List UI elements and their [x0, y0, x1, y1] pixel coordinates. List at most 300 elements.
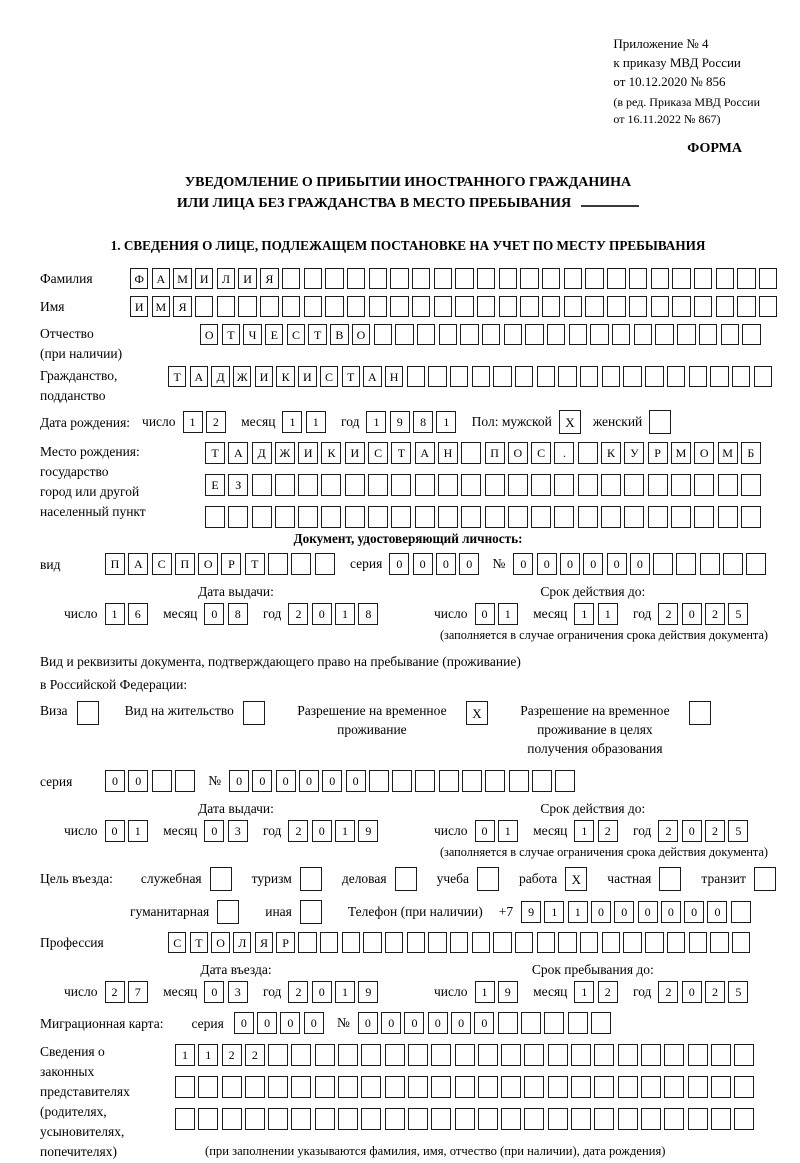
birth-place-boxes	[205, 442, 764, 528]
char-box	[210, 867, 232, 891]
char-box: 1	[436, 411, 456, 433]
char-box: Т	[168, 366, 186, 387]
char-box: А	[128, 553, 148, 575]
char-box	[315, 1076, 335, 1098]
char-box	[428, 366, 446, 387]
char-box	[671, 506, 691, 528]
char-box: 6	[128, 603, 148, 625]
phone-boxes	[521, 901, 754, 923]
field-citizenship	[40, 366, 776, 406]
char-box	[304, 296, 322, 317]
char-box: 2	[222, 1044, 242, 1066]
char-box	[700, 553, 720, 575]
char-box: Б	[741, 442, 761, 464]
char-box	[385, 1076, 405, 1098]
char-box	[601, 474, 621, 496]
field-migration-card	[40, 1012, 776, 1034]
char-box	[385, 932, 403, 953]
char-box: 1	[335, 820, 355, 842]
identity-doc-type-label: вид	[40, 556, 61, 572]
char-box: 0	[459, 553, 479, 575]
char-box: 1	[568, 901, 588, 923]
char-box: С	[152, 553, 172, 575]
surname-label: Фамилия	[40, 271, 93, 286]
option-visa: Виза	[40, 701, 99, 725]
char-box: Н	[438, 442, 458, 464]
char-box	[558, 932, 576, 953]
identity-doc-note: (заполняется в случае ограничения срока действия документа)	[439, 628, 768, 642]
char-box	[298, 932, 316, 953]
char-box	[672, 268, 690, 289]
section-1-heading: 1. СВЕДЕНИЯ О ЛИЦЕ, ПОДЛЕЖАЩЕМ ПОСТАНОВКЕ НА УЧЕТ ПО МЕСТУ ПРЕБЫВАНИЯ	[110, 238, 706, 253]
char-box	[501, 1044, 521, 1066]
char-box	[641, 1076, 661, 1098]
char-box	[222, 1076, 242, 1098]
title-line1: УВЕДОМЛЕНИЕ О ПРИБЫТИИ ИНОСТРАННОГО ГРАЖДАНИНА	[184, 175, 632, 190]
char-box: 9	[358, 981, 378, 1003]
char-box	[478, 1076, 498, 1098]
char-box: 5	[728, 603, 748, 625]
title-line2: ИЛИ ЛИЦА БЕЗ ГРАЖДАНСТВА В МЕСТО ПРЕБЫВАНИЯ	[40, 193, 776, 214]
char-box	[347, 268, 365, 289]
char-box	[245, 1108, 265, 1130]
char-box: 1	[198, 1044, 218, 1066]
purpose-business: деловая	[342, 867, 417, 891]
char-box	[531, 506, 551, 528]
char-box	[407, 932, 425, 953]
migration-card-label: Миграционная карта:	[40, 1015, 164, 1031]
char-box: 0	[560, 553, 580, 575]
char-box	[564, 268, 582, 289]
char-box	[455, 268, 473, 289]
char-box	[325, 268, 343, 289]
study-checkbox	[477, 867, 499, 891]
field-birth-date	[40, 410, 776, 434]
char-box: 0	[661, 901, 681, 923]
identity-valid-day	[475, 603, 522, 625]
option-residence-permit: Вид на жительство	[125, 701, 265, 725]
char-box	[741, 474, 761, 496]
purpose-work: работа X	[519, 867, 587, 891]
char-box: 2	[288, 603, 308, 625]
char-box	[601, 506, 621, 528]
char-box: 2	[705, 820, 725, 842]
char-box	[759, 268, 777, 289]
char-box	[578, 442, 598, 464]
char-box	[374, 324, 392, 345]
char-box	[607, 268, 625, 289]
char-box	[689, 932, 707, 953]
char-box: Л	[233, 932, 251, 953]
char-box: Л	[217, 268, 235, 289]
char-box: У	[624, 442, 644, 464]
char-box	[345, 506, 365, 528]
char-box	[361, 1076, 381, 1098]
char-box: 0	[276, 770, 296, 792]
char-box: 1	[498, 603, 518, 625]
char-box	[641, 1108, 661, 1130]
char-box: 0	[234, 1012, 254, 1034]
char-box	[688, 1044, 708, 1066]
char-box: 8	[358, 603, 378, 625]
char-box: 0	[381, 1012, 401, 1034]
char-box	[282, 268, 300, 289]
purpose-humanitarian: гуманитарная	[130, 900, 239, 924]
char-box	[391, 506, 411, 528]
char-box: 2	[206, 411, 226, 433]
char-box	[716, 296, 734, 317]
char-box: 0	[404, 1012, 424, 1034]
char-box	[711, 1108, 731, 1130]
char-box	[737, 296, 755, 317]
char-box	[408, 1044, 428, 1066]
field-profession	[40, 932, 776, 953]
char-box: К	[276, 366, 294, 387]
char-box	[618, 1076, 638, 1098]
char-box	[676, 553, 696, 575]
char-box	[754, 867, 776, 891]
valid-until-caption: Срок действия до:	[540, 584, 646, 599]
char-box	[300, 867, 322, 891]
char-box: И	[195, 268, 213, 289]
char-box	[554, 474, 574, 496]
char-box	[532, 770, 552, 792]
char-box	[664, 1044, 684, 1066]
char-box: Е	[205, 474, 225, 496]
char-box	[524, 1076, 544, 1098]
char-box	[664, 1108, 684, 1130]
char-box	[554, 506, 574, 528]
char-box	[653, 553, 673, 575]
char-box	[455, 1108, 475, 1130]
series-label: серия	[349, 556, 383, 571]
number-label: №	[208, 773, 222, 788]
char-box	[217, 900, 239, 924]
char-box	[431, 1108, 451, 1130]
char-box	[238, 296, 256, 317]
ref-line: Приложение № 4	[613, 36, 709, 51]
sex-male-checkbox	[559, 410, 581, 434]
residence-issue-day	[105, 820, 152, 842]
char-box: О	[200, 324, 218, 345]
char-box	[338, 1076, 358, 1098]
char-box	[368, 506, 388, 528]
char-box	[245, 1076, 265, 1098]
char-box	[385, 1044, 405, 1066]
field-patronymic	[40, 324, 776, 364]
char-box	[694, 474, 714, 496]
char-box: 0	[682, 820, 702, 842]
char-box	[537, 366, 555, 387]
char-box	[564, 296, 582, 317]
representatives-boxes	[175, 1044, 757, 1159]
char-box: Ж	[275, 442, 295, 464]
char-box: X	[466, 701, 488, 725]
char-box: О	[352, 324, 370, 345]
char-box: 0	[513, 553, 533, 575]
char-box	[412, 268, 430, 289]
official-checkbox	[210, 867, 232, 891]
char-box	[198, 1108, 218, 1130]
char-box	[524, 1044, 544, 1066]
char-box	[544, 1012, 564, 1034]
char-box	[741, 506, 761, 528]
char-box	[688, 1076, 708, 1098]
char-box	[694, 268, 712, 289]
char-box	[585, 268, 603, 289]
char-box	[520, 296, 538, 317]
char-box	[438, 474, 458, 496]
char-box	[347, 296, 365, 317]
char-box	[651, 268, 669, 289]
char-box	[407, 366, 425, 387]
char-box: 0	[474, 1012, 494, 1034]
representatives-label: Сведения о законных представителях (родителях, усыновителях, попечителях)	[40, 1044, 130, 1159]
char-box	[321, 506, 341, 528]
char-box	[300, 900, 322, 924]
series-label: серия	[40, 773, 73, 789]
char-box	[291, 1076, 311, 1098]
char-box	[618, 1044, 638, 1066]
patronymic-boxes	[200, 324, 764, 345]
char-box	[369, 268, 387, 289]
residence-series-boxes	[105, 770, 198, 792]
residence-number-boxes	[229, 770, 578, 792]
purpose-tourism: туризм	[252, 867, 322, 891]
char-box	[742, 324, 760, 345]
char-box: 0	[105, 770, 125, 792]
char-box	[415, 506, 435, 528]
char-box	[721, 324, 739, 345]
char-box	[612, 324, 630, 345]
char-box: 0	[252, 770, 272, 792]
char-box: 8	[413, 411, 433, 433]
char-box	[499, 296, 517, 317]
option-temp-residence: Разрешение на временное проживание X	[287, 701, 488, 739]
char-box	[624, 474, 644, 496]
char-box: 0	[280, 1012, 300, 1034]
profession-boxes	[168, 932, 754, 953]
char-box: Р	[276, 932, 294, 953]
char-box	[408, 1108, 428, 1130]
char-box	[385, 1108, 405, 1130]
char-box: В	[330, 324, 348, 345]
char-box	[304, 268, 322, 289]
char-box	[345, 474, 365, 496]
char-box: 0	[257, 1012, 277, 1034]
char-box: Т	[308, 324, 326, 345]
char-box	[268, 553, 288, 575]
title-underline	[581, 197, 639, 207]
char-box	[361, 1044, 381, 1066]
char-box	[515, 366, 533, 387]
char-box: С	[320, 366, 338, 387]
char-box: 0	[346, 770, 366, 792]
char-box: З	[228, 474, 248, 496]
residence-doc-intro1: Вид и реквизиты документа, подтверждающего право на пребывание (проживание)	[40, 654, 521, 669]
char-box: 3	[228, 981, 248, 1003]
char-box: С	[287, 324, 305, 345]
char-box	[342, 932, 360, 953]
birth-day-boxes	[183, 411, 230, 433]
char-box: X	[565, 867, 587, 891]
char-box: М	[152, 296, 170, 317]
char-box	[455, 296, 473, 317]
purpose-private: частная	[607, 867, 681, 891]
char-box	[268, 1076, 288, 1098]
char-box: О	[508, 442, 528, 464]
char-box	[689, 701, 711, 725]
visit-purpose-row1	[40, 867, 776, 891]
char-box	[571, 1076, 591, 1098]
sex-female-checkbox	[649, 410, 671, 434]
char-box	[392, 770, 412, 792]
char-box	[571, 1044, 591, 1066]
representatives-note: (при заполнении указываются фамилия, имя, отчество (при наличии), дата рождения)	[205, 1144, 666, 1158]
residence-valid-year	[658, 820, 751, 842]
ref-line: к приказу МВД России	[613, 55, 741, 70]
char-box	[478, 1044, 498, 1066]
birth-place-label: Место рождения: государство город или другой населенный пункт	[40, 444, 146, 519]
char-box	[521, 1012, 541, 1034]
char-box	[602, 932, 620, 953]
char-box	[252, 474, 272, 496]
char-box: 7	[128, 981, 148, 1003]
char-box	[315, 553, 335, 575]
char-box: 2	[598, 820, 618, 842]
char-box: Ф	[130, 268, 148, 289]
char-box	[568, 1012, 588, 1034]
phone-prefix: +7	[498, 904, 514, 919]
char-box: 0	[105, 820, 125, 842]
char-box: 1	[282, 411, 302, 433]
option-temp-residence-education: Разрешение на временное проживание в целях получения образования	[510, 701, 711, 758]
char-box: 2	[288, 981, 308, 1003]
char-box: И	[130, 296, 148, 317]
char-box	[217, 296, 235, 317]
char-box: 2	[705, 981, 725, 1003]
char-box: 1	[183, 411, 203, 433]
series-label: серия	[191, 1015, 224, 1031]
day-label: число	[142, 414, 176, 429]
char-box	[542, 268, 560, 289]
char-box: 2	[288, 820, 308, 842]
char-box	[754, 366, 772, 387]
char-box	[737, 268, 755, 289]
char-box: 0	[322, 770, 342, 792]
identity-doc-type-row	[40, 553, 776, 575]
char-box	[298, 506, 318, 528]
representatives-row1	[175, 1044, 757, 1066]
char-box	[482, 324, 500, 345]
char-box	[369, 770, 389, 792]
char-box	[493, 932, 511, 953]
char-box: Н	[385, 366, 403, 387]
char-box: 1	[306, 411, 326, 433]
identity-issue-year	[288, 603, 381, 625]
char-box	[571, 1108, 591, 1130]
amendment-line: (в ред. Приказа МВД России	[613, 95, 760, 109]
purpose-label: Цель въезда:	[40, 871, 113, 886]
residence-doc-intro2: в Российской Федерации:	[40, 677, 188, 692]
birth-month-boxes	[282, 411, 329, 433]
entry-year	[288, 981, 381, 1003]
char-box	[461, 474, 481, 496]
char-box: Т	[391, 442, 411, 464]
tourism-checkbox	[300, 867, 322, 891]
number-label: №	[337, 1015, 350, 1030]
temp-residence-checkbox	[466, 701, 488, 725]
char-box: 0	[389, 553, 409, 575]
char-box	[580, 932, 598, 953]
char-box: И	[298, 442, 318, 464]
char-box	[645, 932, 663, 953]
char-box: Е	[265, 324, 283, 345]
char-box	[268, 1044, 288, 1066]
char-box	[508, 506, 528, 528]
char-box	[548, 1108, 568, 1130]
char-box	[291, 1108, 311, 1130]
char-box	[391, 474, 411, 496]
char-box: О	[694, 442, 714, 464]
char-box: Я	[260, 268, 278, 289]
char-box: Ж	[233, 366, 251, 387]
char-box	[493, 366, 511, 387]
char-box	[501, 1108, 521, 1130]
char-box: 0	[591, 901, 611, 923]
char-box: 9	[498, 981, 518, 1003]
char-box: 2	[705, 603, 725, 625]
char-box	[547, 324, 565, 345]
char-box	[716, 268, 734, 289]
char-box	[439, 770, 459, 792]
char-box	[152, 770, 172, 792]
char-box: 1	[105, 603, 125, 625]
char-box	[175, 1076, 195, 1098]
char-box	[623, 932, 641, 953]
char-box	[732, 932, 750, 953]
char-box	[699, 324, 717, 345]
char-box	[477, 268, 495, 289]
char-box	[578, 474, 598, 496]
char-box	[504, 324, 522, 345]
identity-doc-dates: Дата выдачи: число 1 6 месяц 0 8 год 2 0 1 8 Срок действия до: число 0 1 месяц 1 1 год 2 0 2 5	[40, 584, 776, 625]
char-box: 1	[598, 603, 618, 625]
char-box: 0	[638, 901, 658, 923]
char-box: 0	[299, 770, 319, 792]
char-box: Д	[211, 366, 229, 387]
char-box	[412, 296, 430, 317]
ref-line: от 10.12.2020 № 856	[613, 74, 726, 89]
citizenship-boxes	[168, 366, 775, 387]
char-box: С	[168, 932, 186, 953]
char-box	[664, 1076, 684, 1098]
char-box	[671, 474, 691, 496]
char-box	[395, 324, 413, 345]
char-box: А	[228, 442, 248, 464]
char-box	[689, 366, 707, 387]
char-box	[734, 1044, 754, 1066]
char-box: Т	[342, 366, 360, 387]
char-box	[649, 410, 671, 434]
char-box: 5	[728, 820, 748, 842]
char-box: 0	[684, 901, 704, 923]
birth-year-boxes	[366, 411, 459, 433]
char-box	[369, 296, 387, 317]
char-box	[731, 901, 751, 923]
purpose-study: учеба	[437, 867, 499, 891]
char-box: О	[198, 553, 218, 575]
